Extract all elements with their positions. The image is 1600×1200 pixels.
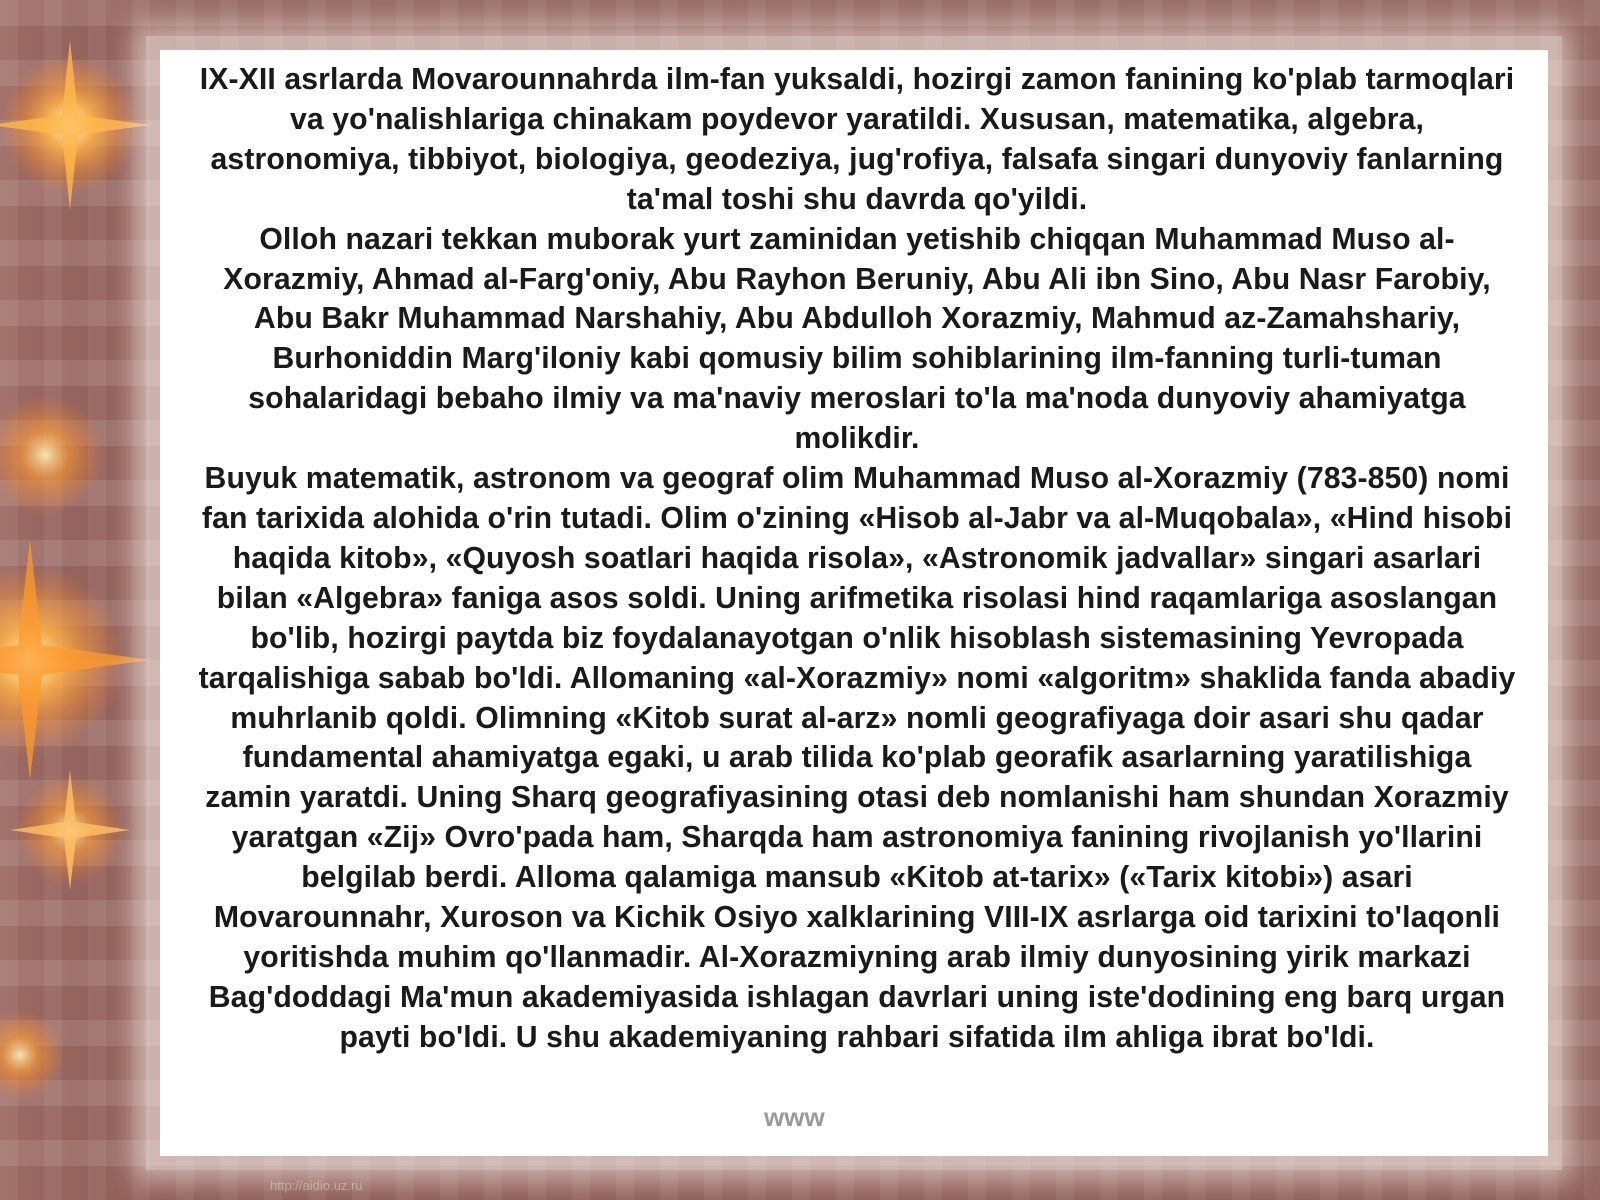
- star-burst-bottom-left: [10, 770, 130, 890]
- watermark-www: www: [764, 1102, 825, 1132]
- star-burst-bottom-far-left: [0, 1010, 65, 1100]
- paragraph-scholars: Olloh nazari tekkan muborak yurt zaminidan yetishib chiqqan Muhammad Muso al-Xorazmiy, Ahmad al-Farg'oniy, Abu Rayhon Beruniy, Abu Ali ibn Sino, Abu Nasr Farobiy, Abu Bakr Muhammad Narshahiy, Abu Abdulloh Xorazmiy, Mahmud az-Zamahshariy, Burhoniddin Marg'iloniy kabi qomusiy bilim sohiblarining ilm-fanning turli-tuman sohalaridagi bebaho ilmiy va ma'naviy meroslari to'la ma'noda dunyoviy ahamiyatga molikdir.: [223, 222, 1491, 456]
- paragraph-intro: IX-XII asrlarda Movarounnahrda ilm-fan yuksaldi, hozirgi zamon fanining ko'plab tarmoqlari va yo'nalishlariga chinakam poydevor yaratildi. Xususan, matematika, algebra, astronomiya, tibbiyot, biologiya, geodeziya, jug'rofiya, falsafa singari dunyoviy fanlarning ta'mal toshi shu davrda qo'yildi.: [199, 63, 1515, 216]
- star-burst-mid-left: [0, 395, 105, 515]
- star-burst-top-left: [0, 40, 150, 210]
- paragraph-al-khwarizmi: Buyuk matematik, astronom va geograf olim Muhammad Muso al-Xorazmiy (783-850) nomi fan tarixida alohida o'rin tutadi. Olim o'zining «Hisob al-Jabr va al-Muqobala», «Hind hisobi haqida kitob», «Quyosh soatlari haqida risola», «Astronomik jadvallar» singari asarlari bilan «Algebra» faniga asos soldi. Uning arifmetika risolasi hind raqamlariga asoslangan bo'lib, hozirgi paytda biz foydalanayotgan o'nlik hisoblash sistemasining Yevropada tarqalishiga sabab bo'ldi. Allomaning «al-Xorazmiy» nomi «algoritm» shaklida fanda abadiy muhrlanib qoldi. Olimning «Kitob surat al-arz» nomli geografiyaga doir asari shu qadar fundamental ahamiyatga egaki, u arab tilida ko'plab georafik asarlarning yaratilishiga zamin yaratdi. Uning Sharq geografiyasining otasi deb nomlanishi ham shundan Xorazmiy yaratgan «Zij» Ovro'pada ham, Sharqda ham astronomiya fanining rivojlanish yo'llarini belgilab berdi. Alloma qalamiga mansub «Kitob at-tarix» («Tarix kitobi») asari Movarounnahr, Xuroson va Kichik Osiyo xalklarining VIII-IX asrlarga oid tarixini to'laqonli yoritishda muhim qo'llanmadir. Al-Xorazmiyning arab ilmiy dunyosining yirik markazi Bag'doddagi Ma'mun akademiyasida ishlagan davrlari uning iste'dodining eng barq urgan payti bo'ldi. U shu akademiyaning rahbari sifatida ilm ahliga ibrat bo'ldi.: [198, 462, 1516, 1054]
- star-burst-lower-left: [0, 540, 150, 780]
- footer-url: http://aidio.uz.ru: [270, 1178, 363, 1193]
- slide-text: [196, 60, 1518, 1058]
